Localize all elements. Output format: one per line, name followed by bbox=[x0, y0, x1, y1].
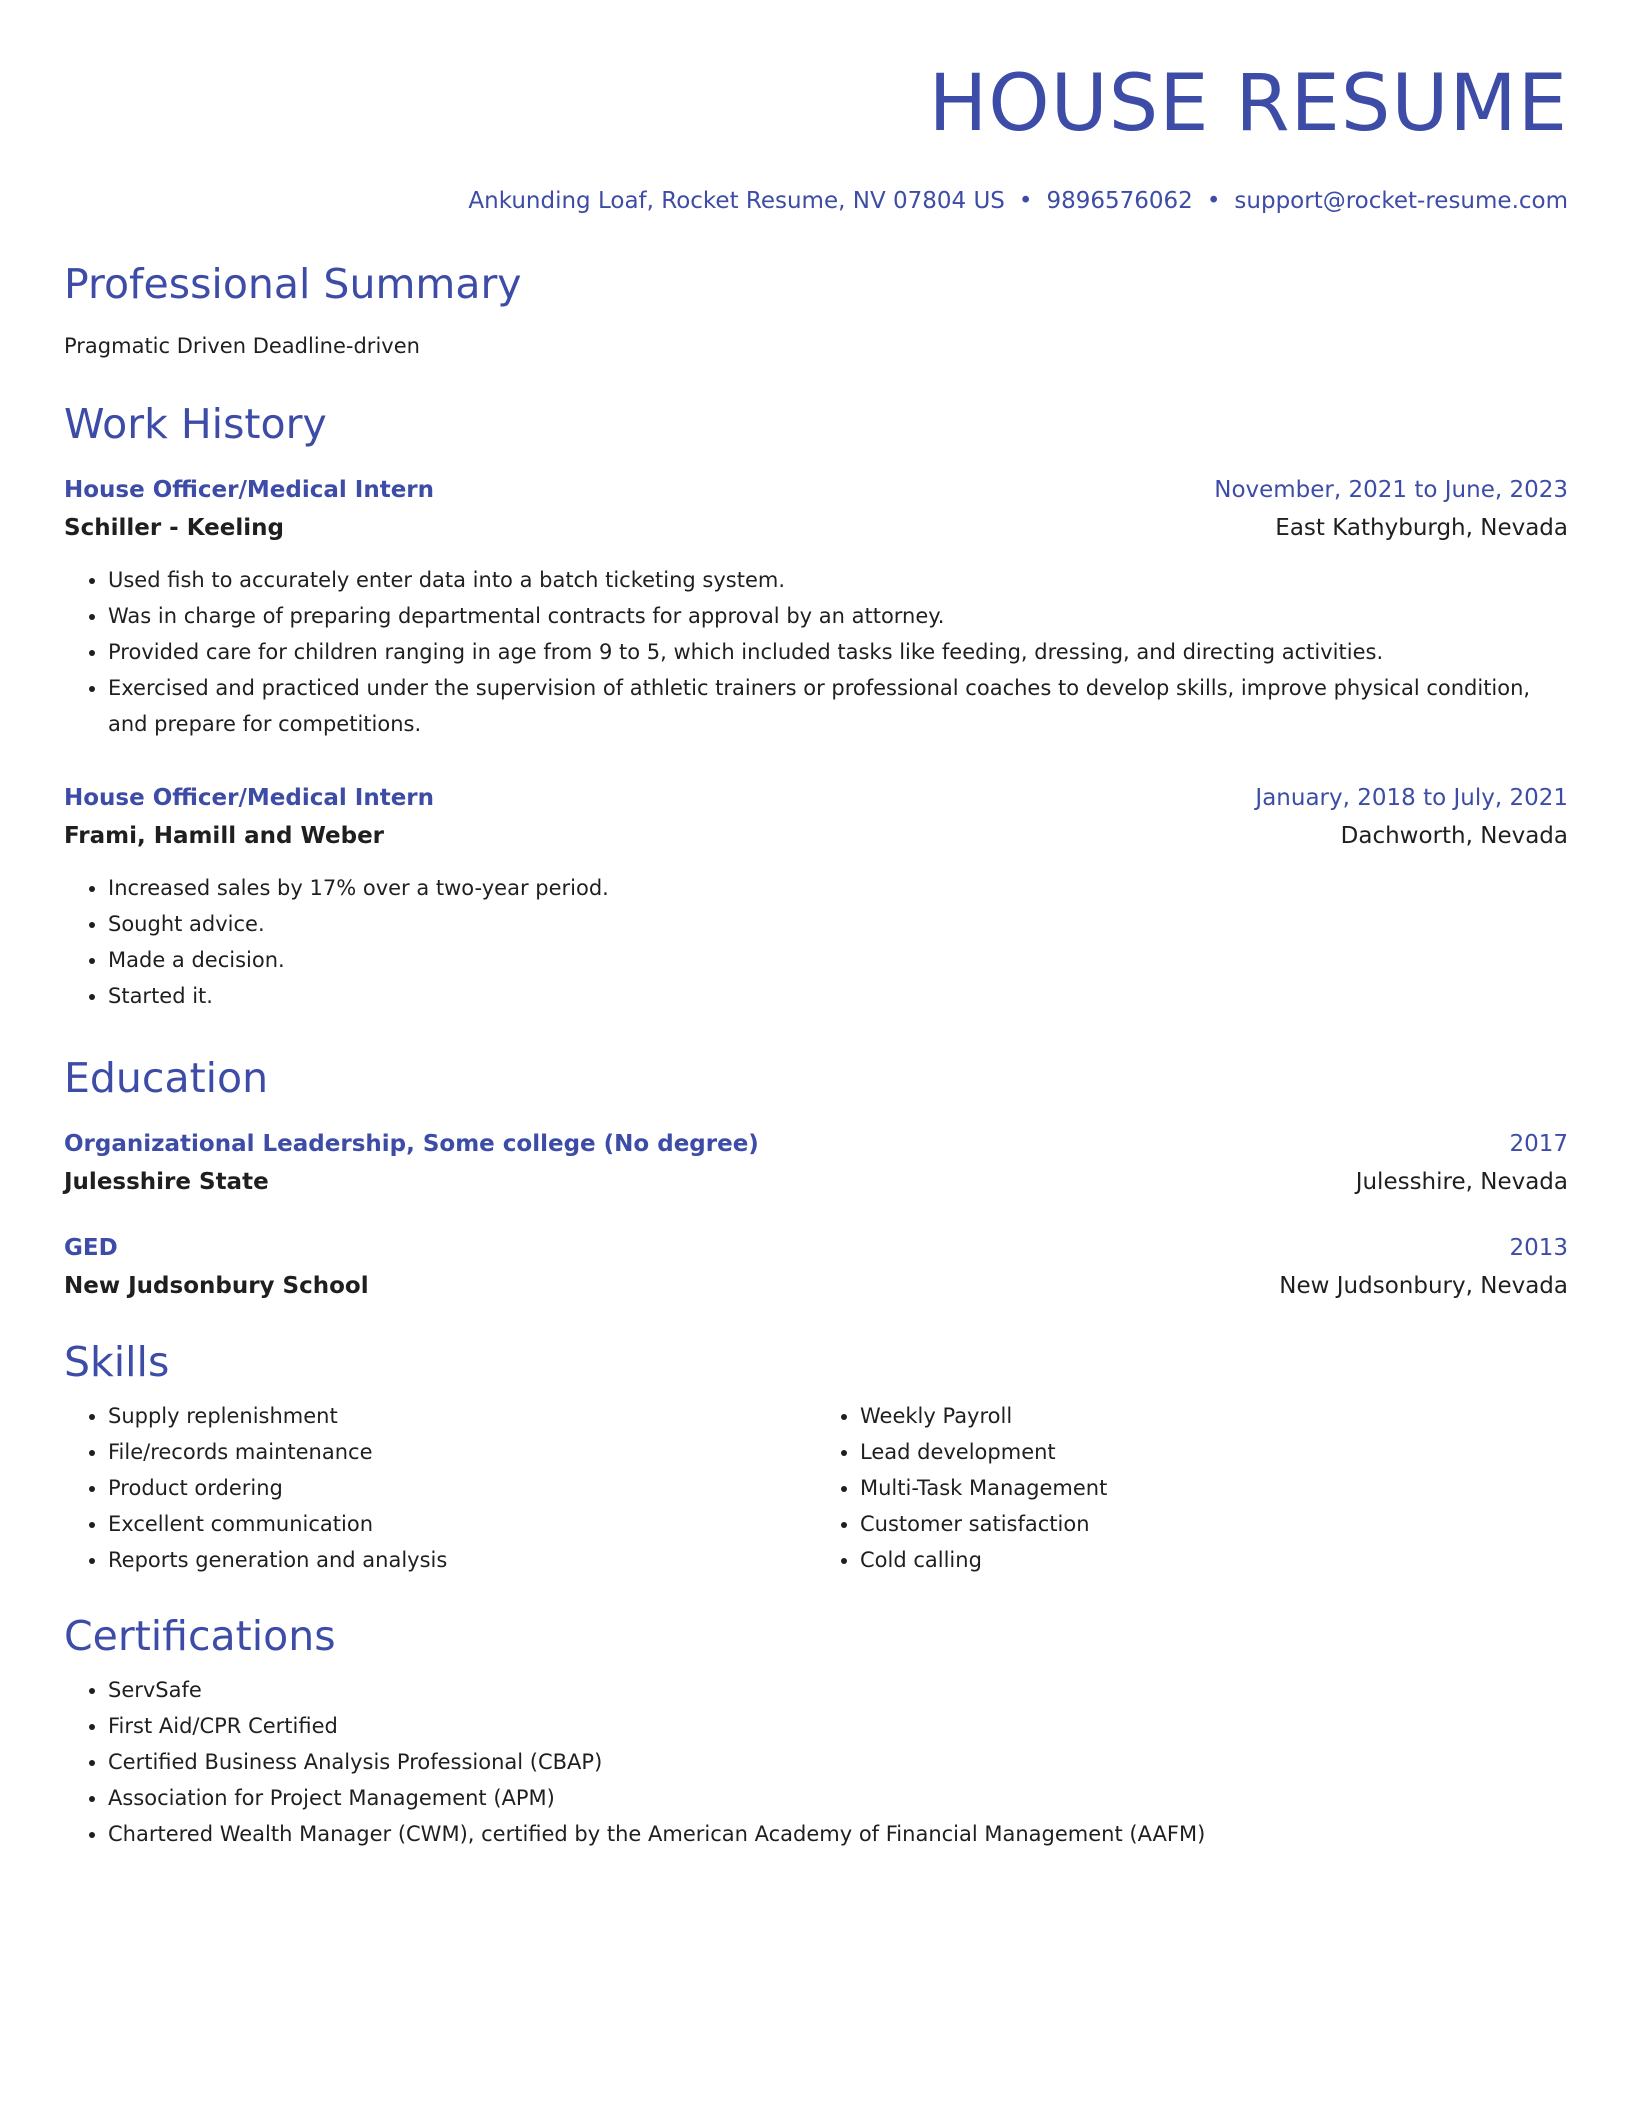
certification-item: • Association for Project Management (APM) bbox=[108, 1780, 1568, 1816]
work-history-heading: Work History bbox=[64, 400, 327, 448]
education-degree-row bbox=[64, 1232, 1568, 1264]
education-location: Julesshire, Nevada bbox=[1355, 1169, 1568, 1195]
candidate-name: HOUSE RESUME bbox=[928, 59, 1568, 149]
skill-item: • Customer satisfaction bbox=[860, 1506, 1568, 1542]
job-title-row bbox=[64, 782, 1568, 814]
education-heading: Education bbox=[64, 1054, 269, 1102]
contact-phone: 9896576062 bbox=[1046, 188, 1193, 214]
job-company: Frami, Hamill and Weber bbox=[64, 823, 385, 849]
contact-line bbox=[64, 186, 1568, 216]
job-company-row bbox=[64, 814, 1568, 852]
job-bullet: • Increased sales by 17% over a two-year period. bbox=[108, 870, 1568, 906]
resume-header bbox=[64, 56, 1568, 216]
job-title-row bbox=[64, 474, 1568, 506]
job-entry bbox=[64, 474, 1568, 742]
skill-item: • File/records maintenance bbox=[108, 1434, 816, 1470]
job-bullet: • Provided care for children ranging in age from 9 to 5, which included tasks like feeding, dressing, and directing activities. bbox=[108, 634, 1568, 670]
contact-email: support@rocket-resume.com bbox=[1234, 188, 1568, 214]
education-location: New Judsonbury, Nevada bbox=[1279, 1273, 1568, 1299]
skills-columns bbox=[64, 1398, 1568, 1578]
education-entry bbox=[64, 1128, 1568, 1198]
education-school: New Judsonbury School bbox=[64, 1273, 369, 1299]
certification-item: • Chartered Wealth Manager (CWM), certified by the American Academy of Financial Management (AAFM) bbox=[108, 1816, 1568, 1852]
skills-heading: Skills bbox=[64, 1338, 170, 1386]
job-location: Dachworth, Nevada bbox=[1340, 823, 1568, 849]
job-company-row bbox=[64, 506, 1568, 544]
education-school-row bbox=[64, 1264, 1568, 1302]
job-location: East Kathyburgh, Nevada bbox=[1275, 515, 1568, 541]
education-degree-row bbox=[64, 1128, 1568, 1160]
skill-item: • Multi-Task Management bbox=[860, 1470, 1568, 1506]
certifications-heading: Certifications bbox=[64, 1612, 336, 1660]
skills-list-right bbox=[816, 1398, 1568, 1578]
contact-address: Ankunding Loaf, Rocket Resume, NV 07804 US bbox=[468, 188, 1005, 214]
skills-list-left bbox=[64, 1398, 816, 1578]
certifications-list bbox=[64, 1672, 1568, 1852]
education-school-row bbox=[64, 1160, 1568, 1198]
education-degree: Organizational Leadership, Some college (No degree) bbox=[64, 1131, 759, 1157]
job-bullets bbox=[64, 562, 1568, 742]
certification-item: • ServSafe bbox=[108, 1672, 1568, 1708]
job-bullets bbox=[64, 870, 1568, 1014]
skill-item: • Weekly Payroll bbox=[860, 1398, 1568, 1434]
job-entry bbox=[64, 782, 1568, 1014]
education-year: 2013 bbox=[1509, 1235, 1568, 1261]
contact-separator: • bbox=[1018, 188, 1033, 214]
job-bullet: • Sought advice. bbox=[108, 906, 1568, 942]
job-bullet: • Started it. bbox=[108, 978, 1568, 1014]
job-dates: January, 2018 to July, 2021 bbox=[1255, 785, 1568, 811]
job-role: House Officer/Medical Intern bbox=[64, 785, 435, 811]
job-bullet: • Used fish to accurately enter data into a batch ticketing system. bbox=[108, 562, 1568, 598]
contact-separator: • bbox=[1206, 188, 1221, 214]
skill-item: • Product ordering bbox=[108, 1470, 816, 1506]
job-bullet: • Was in charge of preparing departmental contracts for approval by an attorney. bbox=[108, 598, 1568, 634]
skill-item: • Cold calling bbox=[860, 1542, 1568, 1578]
summary-text: Pragmatic Driven Deadline-driven bbox=[64, 334, 420, 358]
education-year: 2017 bbox=[1509, 1131, 1568, 1157]
job-company: Schiller - Keeling bbox=[64, 515, 284, 541]
education-degree: GED bbox=[64, 1235, 118, 1261]
skill-item: • Lead development bbox=[860, 1434, 1568, 1470]
skill-item: • Excellent communication bbox=[108, 1506, 816, 1542]
education-entry bbox=[64, 1232, 1568, 1302]
job-bullet: • Made a decision. bbox=[108, 942, 1568, 978]
education-school: Julesshire State bbox=[64, 1169, 269, 1195]
certification-item: • Certified Business Analysis Professional (CBAP) bbox=[108, 1744, 1568, 1780]
summary-heading: Professional Summary bbox=[64, 260, 522, 308]
job-dates: November, 2021 to June, 2023 bbox=[1214, 477, 1568, 503]
job-bullet: • Exercised and practiced under the supervision of athletic trainers or professional coaches to develop skills, improve physical condition, and prepare for competitions. bbox=[108, 670, 1568, 742]
certification-item: • First Aid/CPR Certified bbox=[108, 1708, 1568, 1744]
skill-item: • Reports generation and analysis bbox=[108, 1542, 816, 1578]
job-role: House Officer/Medical Intern bbox=[64, 477, 435, 503]
skill-item: • Supply replenishment bbox=[108, 1398, 816, 1434]
